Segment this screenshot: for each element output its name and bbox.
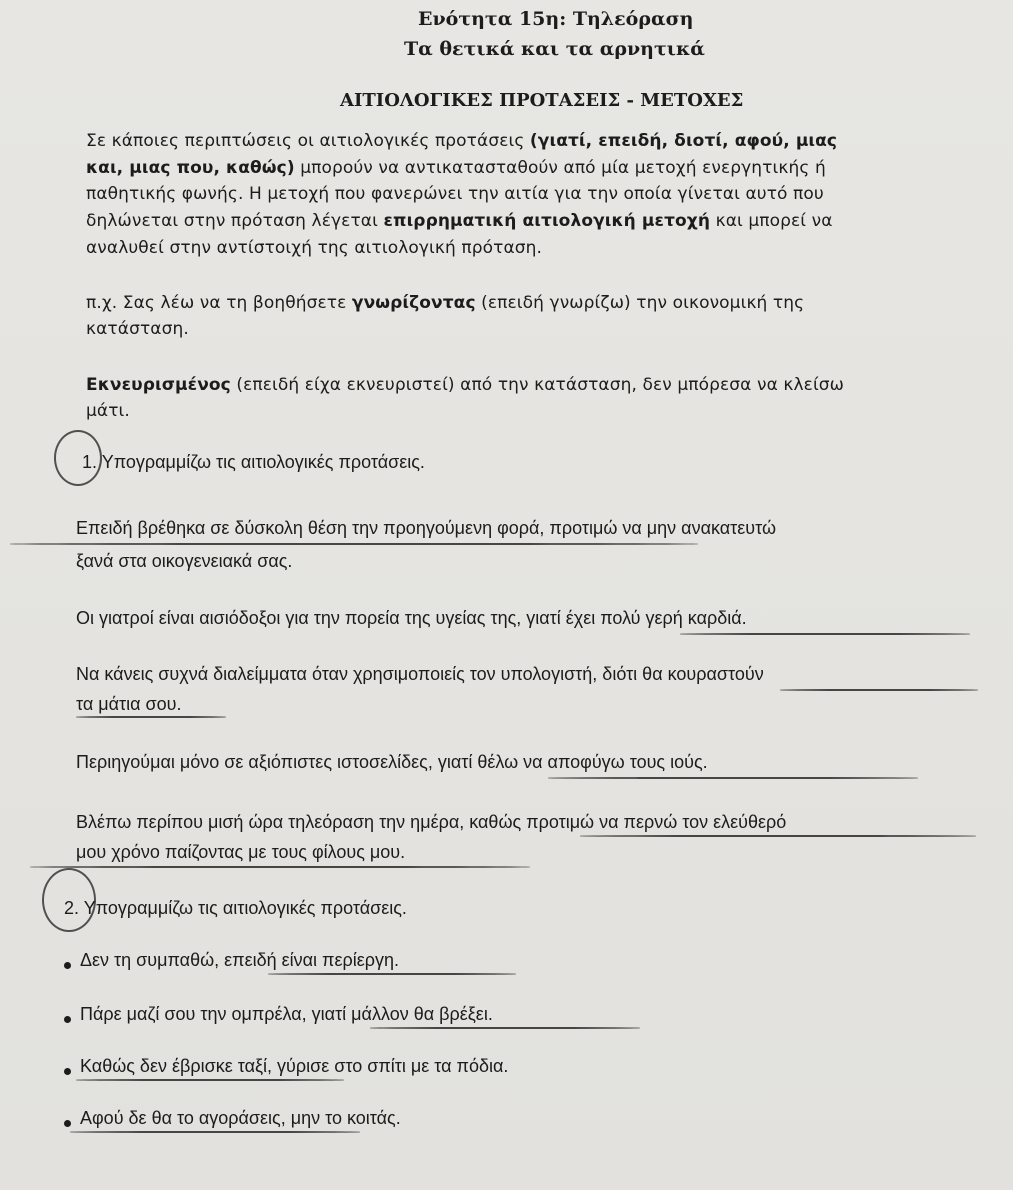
exercise-1-sentence-1b: ξανά στα οικογενειακά σας. <box>76 551 293 571</box>
exercise-1-sentence-1a: Επειδή βρέθηκα σε δύσκολη θέση την προηγούμενη φορά, προτιμώ να μην ανακατευτώ <box>76 518 777 538</box>
unit-subtitle: Τα θετικά και τα αρνητικά <box>404 38 705 60</box>
example-text: (επειδή είχα εκνευριστεί) από την κατάσταση, δεν μπόρεσα να κλείσω <box>230 375 845 395</box>
exercise-2-item-3: Καθώς δεν έβρισκε ταξί, γύρισε στο σπίτι με τα πόδια. <box>80 1056 509 1076</box>
bullet <box>64 962 71 969</box>
example-bold: Εκνευρισμένος <box>86 375 231 395</box>
example-text: (επειδή γνωρίζω) την οικονομική της <box>475 293 805 313</box>
bullet <box>64 1068 71 1075</box>
intro-text: και μπορεί να <box>710 211 833 231</box>
pen-underline <box>70 1131 360 1133</box>
intro-bold: επιρρηματική αιτιολογική μετοχή <box>383 211 711 231</box>
example-bold: γνωρίζοντας <box>351 293 476 313</box>
pen-underline <box>548 777 918 779</box>
exercise-2-title: 2. Υπογραμμίζω τις αιτιολογικές προτάσεις. <box>64 898 407 918</box>
example-2-line-1 <box>86 375 844 395</box>
intro-text: Σε κάποιες περιπτώσεις οι αιτιολογικές προτάσεις <box>86 131 530 151</box>
intro-text: μπορούν να αντικατασταθούν από μία μετοχή ενεργητικής ή <box>294 158 826 178</box>
exercise-1-sentence-2: Οι γιατροί είναι αισιόδοξοι για την πορεία της υγείας της, γιατί έχει πολύ γερή καρδιά. <box>76 608 747 628</box>
pen-underline <box>780 689 978 691</box>
intro-line-5: αναλυθεί στην αντίστοιχή της αιτιολογική πρόταση. <box>86 238 543 258</box>
intro-text: δηλώνεται στην πρόταση λέγεται <box>86 211 384 231</box>
exercise-1-sentence-3b: τα μάτια σου. <box>76 694 182 714</box>
exercise-2-item-2: Πάρε μαζί σου την ομπρέλα, γιατί μάλλον θα βρέξει. <box>80 1004 493 1024</box>
pen-underline <box>580 835 976 837</box>
exercise-1-title: 1. Υπογραμμίζω τις αιτιολογικές προτάσεις. <box>82 452 425 472</box>
example-text: π.χ. Σας λέω να τη βοηθήσετε <box>86 293 352 313</box>
pen-underline <box>76 716 226 718</box>
intro-line-2 <box>86 158 826 178</box>
section-heading: ΑΙΤΙΟΛΟΓΙΚΕΣ ΠΡΟΤΑΣΕΙΣ - ΜΕΤΟΧΕΣ <box>340 90 744 111</box>
exercise-1-sentence-5b: μου χρόνο παίζοντας με τους φίλους μου. <box>76 842 406 862</box>
intro-line-3: παθητικής φωνής. Η μετοχή που φανερώνει την αιτία για την οποία γίνεται αυτό που <box>86 184 824 204</box>
intro-line-1 <box>86 131 837 151</box>
intro-line-4 <box>86 211 833 231</box>
pen-underline <box>76 1079 344 1081</box>
exercise-2-item-4: Αφού δε θα το αγοράσεις, μην το κοιτάς. <box>80 1108 401 1128</box>
pen-underline <box>30 866 530 868</box>
exercise-2-item-1: Δεν τη συμπαθώ, επειδή είναι περίεργη. <box>80 950 400 970</box>
exercise-1-sentence-4: Περιηγούμαι μόνο σε αξιόπιστες ιστοσελίδες, γιατί θέλω να αποφύγω τους ιούς. <box>76 752 708 772</box>
intro-bold: (γιατί, επειδή, διοτί, αφού, μιας <box>529 131 838 151</box>
pen-underline <box>680 633 970 635</box>
bullet <box>64 1016 71 1023</box>
intro-bold: και, μιας που, καθώς) <box>86 158 295 178</box>
example-1-line-2: κατάσταση. <box>86 319 189 339</box>
unit-title: Ενότητα 15η: Τηλεόραση <box>418 8 694 30</box>
pen-underline <box>268 973 516 975</box>
bullet <box>64 1120 71 1127</box>
exercise-1-sentence-3a: Να κάνεις συχνά διαλείμματα όταν χρησιμοποιείς τον υπολογιστή, διότι θα κουραστούν <box>76 664 764 684</box>
example-2-line-2: μάτι. <box>86 401 130 421</box>
exercise-1-sentence-5a: Βλέπω περίπου μισή ώρα τηλεόραση την ημέρα, καθώς προτιμώ να περνώ τον ελεύθερό <box>76 812 787 832</box>
example-1-line-1 <box>86 293 804 313</box>
pen-underline <box>10 543 698 545</box>
pen-underline <box>370 1027 640 1029</box>
